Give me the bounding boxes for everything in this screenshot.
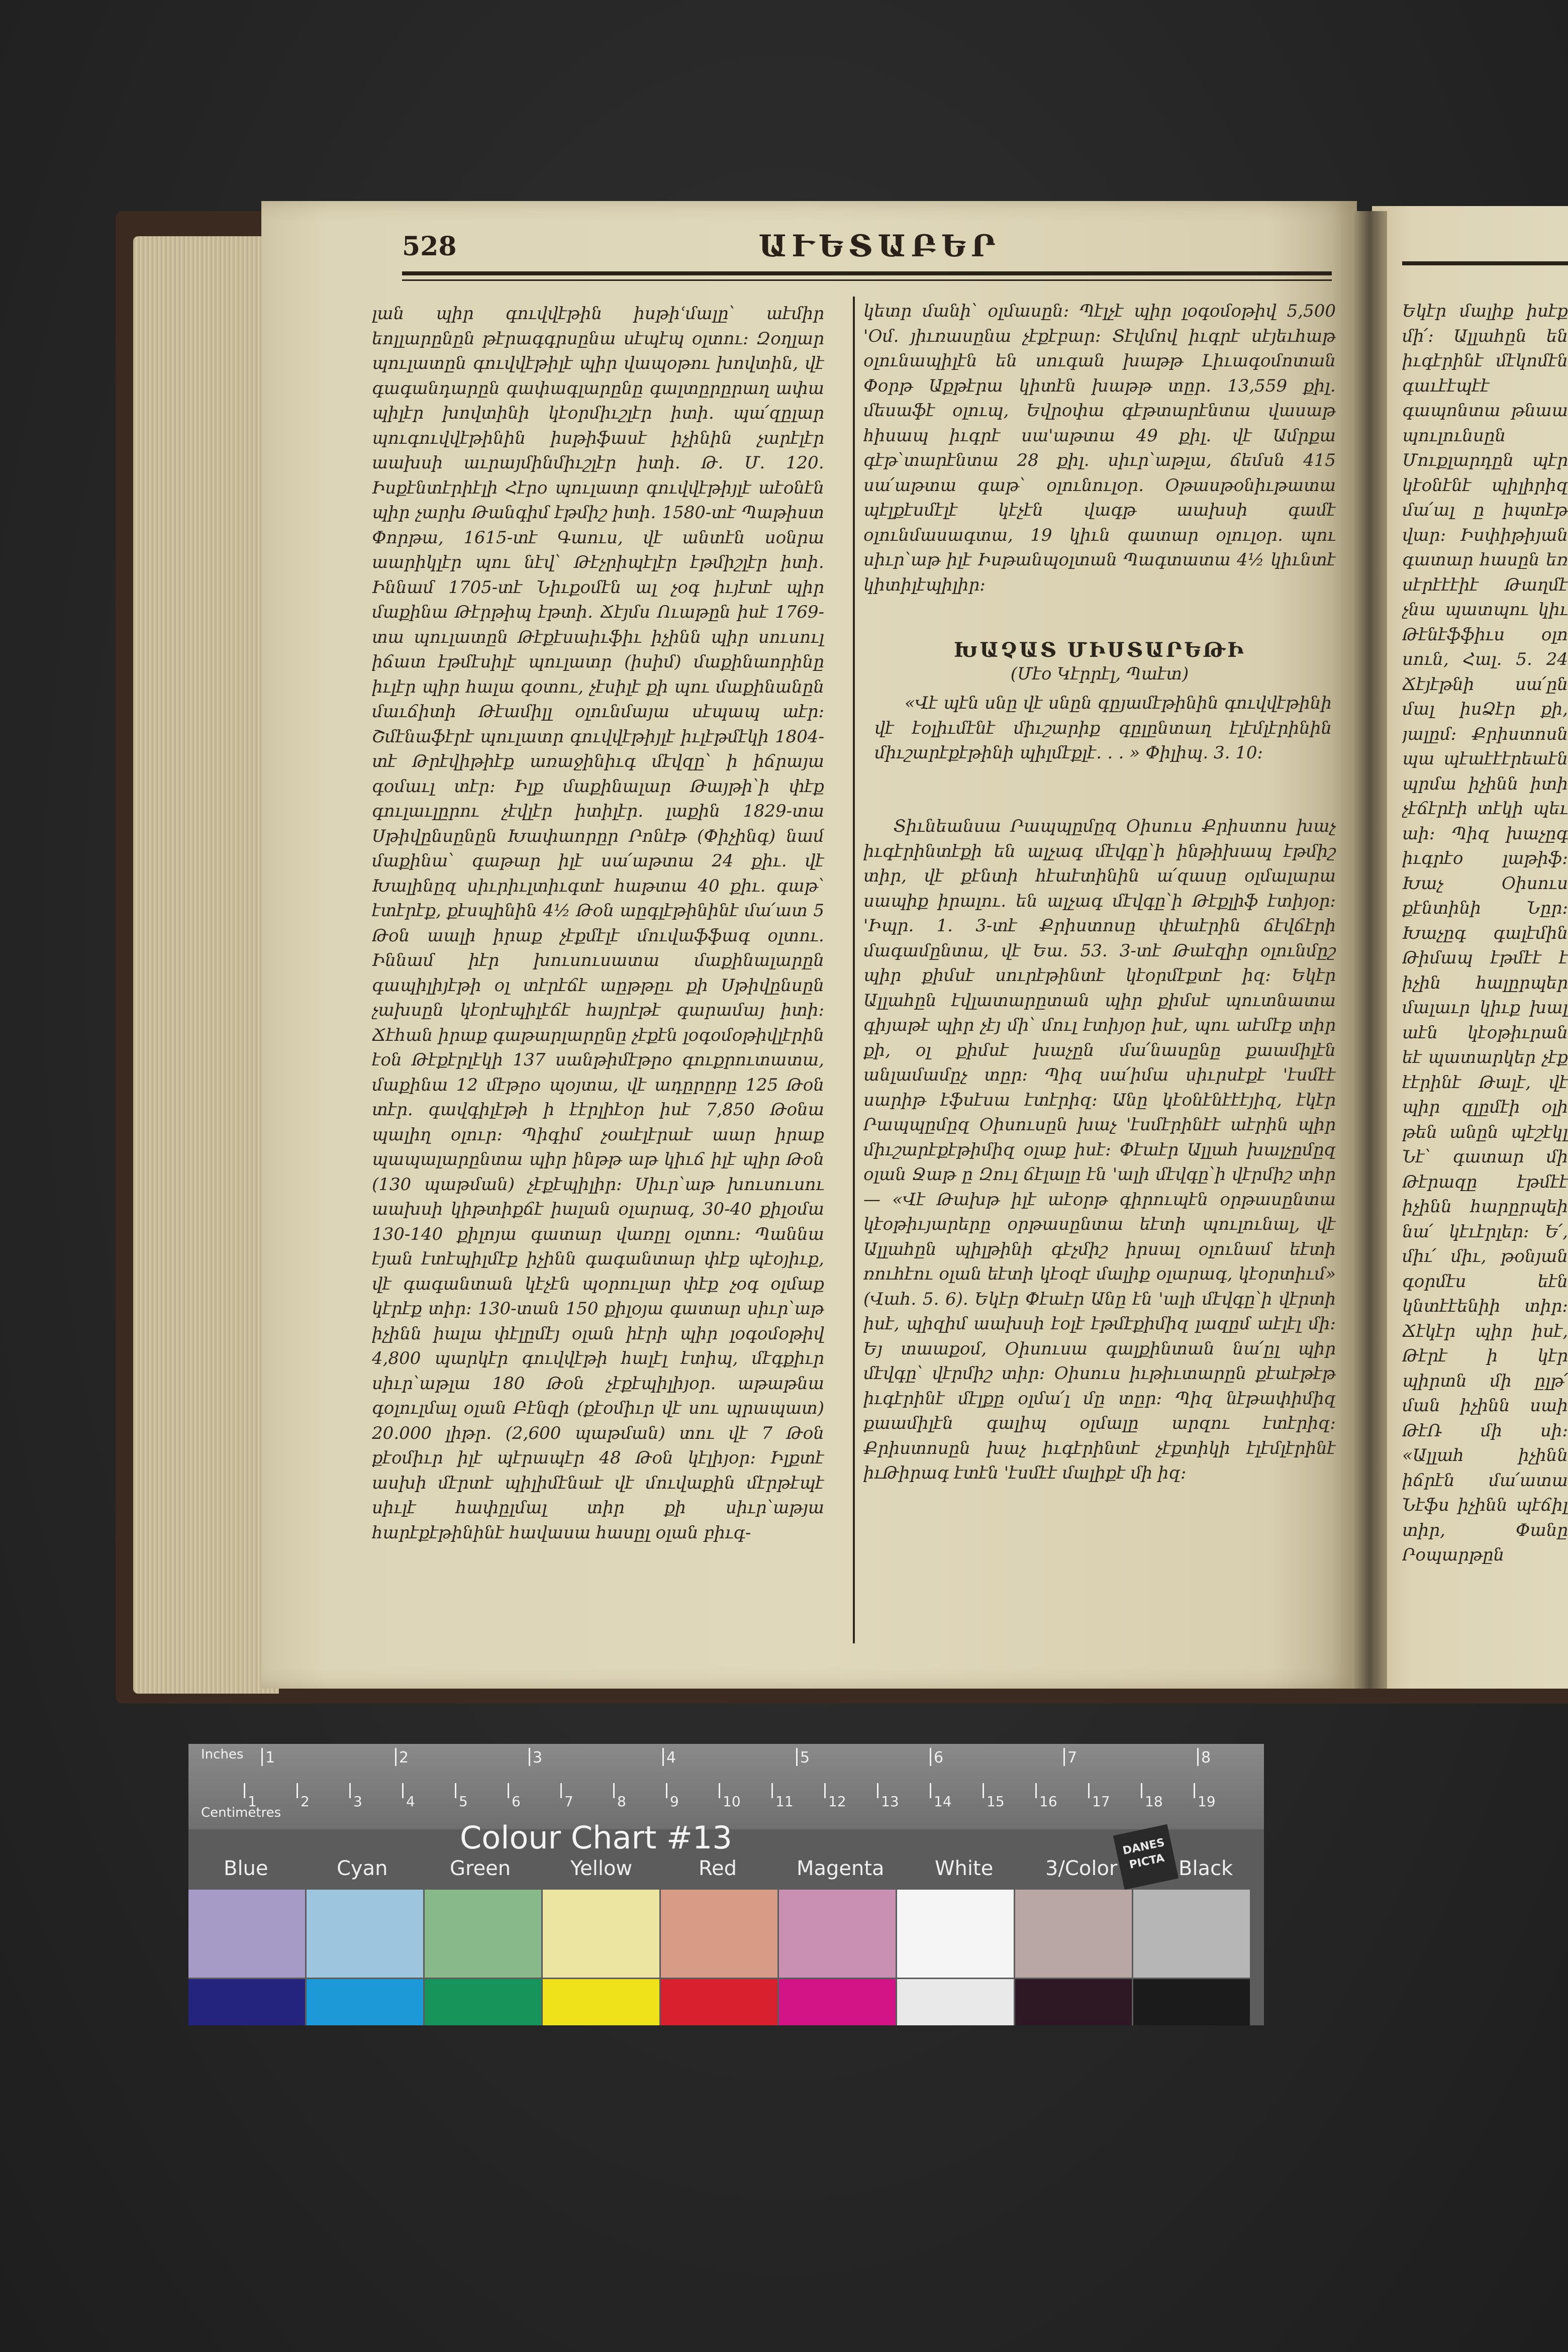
- cm-tick-label: 7: [564, 1793, 573, 1810]
- inch-tick: [796, 1748, 798, 1766]
- swatch-bottom: [425, 1979, 541, 2025]
- cm-tick: [560, 1783, 562, 1798]
- ruler-inches-label: Inches: [201, 1747, 244, 1762]
- cm-tick-label: 19: [1198, 1793, 1216, 1810]
- swatch-bottom: [307, 1979, 423, 2025]
- cm-tick-label: 1: [248, 1793, 257, 1810]
- cm-tick: [244, 1783, 245, 1798]
- cm-tick: [455, 1783, 456, 1798]
- swatch-label: White: [935, 1857, 994, 1880]
- swatch-top: [425, 1890, 541, 1978]
- swatch-top: [1015, 1890, 1132, 1978]
- cm-tick-label: 2: [301, 1793, 310, 1810]
- swatch-bottom: [1015, 1979, 1132, 2025]
- cm-tick-label: 14: [934, 1793, 952, 1810]
- danes-picta-logo: DANES PICTA: [1113, 1824, 1179, 1890]
- running-head: ԱՒԵՏԱԲԵՐ: [758, 229, 1001, 264]
- cm-tick-label: 5: [459, 1793, 468, 1810]
- header-rule-thin: [402, 279, 1332, 281]
- swatch-bottom: [897, 1979, 1014, 2025]
- swatch-top: [779, 1890, 896, 1978]
- section-title: ԽԱՉԱՏ ՄԻՍՏԱՐԵԹԻ: [953, 638, 1246, 662]
- inch-tick-label: 4: [666, 1749, 676, 1767]
- cm-tick-label: 15: [987, 1793, 1005, 1810]
- far-page-text: Եկէր մալիք իսէք մի՛։ Ալլահըն են իւգէրինէ մէկոմէն գաւէէպէէ գապոնտա թնաա պուլունսըն Մուքլարդըն պէր կէօնէնէ պիլիրիզ մա՛ալ ը իպտէթ վար։ Իսփիթիյան գատար հասըն եռ սէրէէէիէ Թաղմէ չնա պատպու կիւ Թէնէֆֆիւս օլո սուն, Հալ. 5. 24 Ճէյէթնի սա՛ըն մալ իսՁէր քի, յալըմ։ Քրիստոսն պա պէաէէէրեաէն պրմա իչինն իտի չէճէրէի տէկի պեւ աի։ Պիզ խաչըգ իւգրէօ լաթիֆ։ Խաչ Օիսուս քէնտինի Նըր։ Խաչըգ գալէմին Թիմապ էթմէէ է իչին հալըրպեր մալաւր կիւք խալ աէն կէօթիւրան եէ պատարկեր չէք էէրինէ Թալէ, վէ պիր զլըմէի օլի թեն անըն պէշէկլ Նէ՝ գատար մի Թէրազը էթմէէ իչինն հարըրպեի նա՛ կէւէրլեր։ Ե՛, միւ՛ միւ, թօնյան գօրմէս եէն կնտէէենիի տիր։ Ճէկէր պիր իսէ, Թէրէ ի կէր պիրտն մի ըլթ՛ ման իչինն սաի ԹէՌ մի սի։ «Ալլահ իչինն իճրէն մա՛ատա Նէֆս իչինն պէճիլ տիր, Փանը Րօպարթըն: [1402, 301, 1568, 1565]
- page-number: 528: [402, 231, 457, 262]
- cm-tick: [613, 1783, 615, 1798]
- cm-tick-label: 9: [670, 1793, 679, 1810]
- cm-tick: [1141, 1783, 1142, 1798]
- swatch-bottom: [779, 1979, 896, 2025]
- epigraph: «Վէ պէն սնը վէ սնըն գըյամէթինին գուվվէթինի վէ էօլիւմէնէ միւշարիք գըլընտաղ էլէմլէրինին միւշարէքէթինի պիլմէքլէ․ ․ ․ » Փիլիպ. 3. 10։: [874, 693, 1332, 763]
- ruler-cm-label: Centimetres: [201, 1805, 281, 1820]
- cm-tick-label: 3: [353, 1793, 362, 1810]
- cm-tick: [930, 1783, 931, 1798]
- left-column-text: լան պիր գուվվէթին իսթիՙմալը՝ աէմիր եոլլարընըն թէրագգրսընա սէպէպ օլտու։ Զօղլար պուլատըն գուվվէթիլէ պիր վապօթու խովտին, վէ գագանդարըն գափագլարընը գալտըրըրաղ ափա պիլէր խովտինի կէօրմիւշլէր իտի․ պա՛զըլար պուգուվվէթինին իսթիֆասէ իչինին չարէլէր աախսի աւրայմինմիւշլէր իտի․ Թ. Մ. 120․ Իսքէնտէրիէլի Հէրօ պուլատր գուվվէթիյլէ աէօնէն պիր չարխ Թանգիմ էթմիշ իտի․ 1580-տէ Պաթիստ Փորթա, 1615-տէ Գաուս, վէ անտէն սօնրա աարիկլէր պու նէվ՝ Թէչրիպէլէր էթմիշլէր իտի․ Իննամ 1705-տէ Նիւքօմէն ալ չօգ իւյէտէ պիր մաքինա Թէրթիպ էթտի․ Ճէյմս Ուաթըն իսէ 1769-տա պուլատըն Թէքէսաիւֆիւ իչինն պիր սուսուլ իճատ էթմէսիլէ պուլատր (իսիմ) մաքինաորինը իւլէր պիր հալա գօտու, չէսիլէ քի պու մաքինանըն մաւճիտի Թէամիլլ օլունմայա սէպապ աէր։ Շմէնաֆէրէ պուլատր գուվվէթիյլէ իւլէթմէկի 1804-տէ Թրէվիթիէք առաջինիւգ մէվզը՝ ի իճրայա գօմաւլ տէր։ Իլք մաքինալար Թայթի՝ի փէք գուլաւլըրու չէվլէր իտիլէր․ լաքին 1829-տա Սթիվընսընըն Խափաորըր Րոնէթ (Փիչինգ) նամ մաքինա՝ գաթար իլէ սա՛աթտա 24 քիւ․ վէ Խալինըզ սիւրիւլտիւգտէ հաթտա 40 քիւ․ գաթ՝ էտէրէք, քէսպինին 4½ Թօն աըգլէթինինէ մա՛ատ 5 Թօն աալի իրաք չէքմէլէ մուվաֆֆագ օլտու․ Իննամ իէր խուսուսատա մաքինալարըն գապիլիյէթի օլ տէրէճէ աըթթըւ քի Սթիվընսըն չախսըն կէօրէպիլէճէ հայրէթէ գարամայ իտի։ Ճէհան իրաք գաթարլարընը չէքէն լօգօմօթիվլէրին էօն Թէքէրլէկի 137 սանթիմէթրօ գուքրուտատա, մաքինա 12 մէթրօ պօյտա, վէ ադըրըրը 125 Թօն տէր. գավգիլէթի ի էէրլիէօր իսէ 7,850 Թօնա պալիղ օլուր։ Պիգիմ չօաէլէրաէ աար իրաք պապալարընտա պիր ինթթ աթ կիւճ իլէ պիր Թօն (130 պաթման) չէքէպիլիր։ Սիւր՝աթ խուսուսու աախսի կիթտիքճէ իալան օլարագ, 30-40 քիլօմա 130-140 քիլոյա գատար վառըլ օլտու։ Պաննա էյան էտէպիլմէք իչինն գագանտար փէք պէօյիւք, վէ գագանտան կէչէն պօրուլար փէք չօգ օլմաք կէրէք տիր։ 130-տան 150 քիլօյա գատար սիւր՝աթ իչինն իալա փէլըմէյ օլան իէրի պիր լօգօմօթիվ 4,800 պարկէր գուվվէթի հալէլ էտիպ, մէգքիւր սիւր՝աթլա 180 Թօն չէքէպիլիյօր. աթաթնա գօլուլմալ օլան Բէնզի (քէօմիւր վէ սու պրապատ) 20.000 լիթր. (2,600 պաթման) տու վէ 7 Թօն քէօմիւր իլէ պէրապէր 48 Թօն կէլիյօր։ Իլքտէ ասխի մէրտէ պիլիմէնաէ վէ մուվաքին մէրթէպէ սիւլէ հափըլմալ տիր քի սիւր՝աթյա հարէքէթինինէ հավասա հասըլ օլան բիւգ-: [372, 304, 824, 1543]
- cm-tick: [983, 1783, 984, 1798]
- swatch-top: [188, 1890, 305, 1978]
- swatch-top: [661, 1890, 777, 1978]
- cm-tick: [719, 1783, 720, 1798]
- cm-tick-label: 12: [828, 1793, 846, 1810]
- inch-tick-label: 2: [399, 1749, 409, 1767]
- swatch-label: Cyan: [337, 1857, 388, 1880]
- column-divider: [853, 297, 855, 1643]
- cm-tick-label: 17: [1092, 1793, 1110, 1810]
- inch-tick: [1197, 1748, 1199, 1766]
- swatch-label: Yellow: [570, 1857, 633, 1880]
- inch-tick: [261, 1748, 263, 1766]
- swatch-label: Blue: [224, 1857, 268, 1880]
- inch-tick: [529, 1748, 530, 1766]
- cm-tick: [1035, 1783, 1037, 1798]
- cm-tick: [508, 1783, 509, 1798]
- cm-tick: [771, 1783, 773, 1798]
- header-rule: [402, 271, 1332, 275]
- swatch-top: [543, 1890, 659, 1978]
- cm-tick-label: 18: [1145, 1793, 1163, 1810]
- swatch-bottom: [661, 1979, 777, 2025]
- swatch-label: Green: [450, 1857, 511, 1880]
- cm-tick: [877, 1783, 878, 1798]
- swatch-top: [1133, 1890, 1250, 1978]
- page-edges: [133, 236, 279, 1694]
- section-subtitle: (Մէօ Կէրրէլ, Պաէտ): [1010, 664, 1189, 684]
- cm-tick: [349, 1783, 351, 1798]
- cm-tick: [402, 1783, 404, 1798]
- swatch-label: Red: [699, 1857, 737, 1880]
- cm-tick-label: 8: [617, 1793, 626, 1810]
- right-column-top-text: կետր մանի՝ օլմասըն։ Պէլչէ պիր լօգօմօթիվ 5,500 'Օմ. յիւռասընա չէքէբար։ Տէվմով իւգրէ սէյեւհաթ օլունապիլէն են սուգան խաթթ Լիւագօմոտան Փօրթ Աքթէրա կիտէն խաթթ տըր․ 13,559 քիլ․ մեսաֆէ օլուպ, Եվրօփա գէթտարէնտա վասաթ հիսապ իւգրէ սա'աթտա 49 քիլ. վէ Ամրքա գէթ՝տարէնտա 28 քիլ. սիւր՝աթլա, ճեմսն 415 սա՛աթտա գաթ՝ օլունուլօր․ Օթասթօնիւթատա պէլքէսմէլէ կէչէն վագթ աախսի գամէ օլունմասագտա, 19 կիւն գատար օլուլօր․ պու սիւր՝աթ իլէ Իսթանպօլտան Պագտատա 4½ կիւնտէ կիտիլէպիլիր։: [863, 301, 1336, 595]
- swatch-top: [307, 1890, 423, 1978]
- cm-tick-label: 11: [775, 1793, 794, 1810]
- cm-tick-label: 6: [512, 1793, 521, 1810]
- inch-tick-label: 3: [533, 1749, 543, 1767]
- swatch-label: Magenta: [797, 1857, 885, 1880]
- swatch-top: [897, 1890, 1014, 1978]
- swatch-label: Black: [1179, 1857, 1233, 1880]
- cm-tick-label: 13: [881, 1793, 899, 1810]
- inch-tick-label: 8: [1201, 1749, 1211, 1767]
- inch-tick: [930, 1748, 931, 1766]
- cm-tick-label: 16: [1039, 1793, 1057, 1810]
- far-page-rule: [1402, 261, 1568, 265]
- cm-tick: [1088, 1783, 1090, 1798]
- inch-tick-label: 7: [1067, 1749, 1077, 1767]
- cm-tick-label: 10: [723, 1793, 741, 1810]
- swatch-bottom: [1133, 1979, 1250, 2025]
- cm-tick: [824, 1783, 826, 1798]
- inch-tick: [1063, 1748, 1065, 1766]
- book-gutter: [1352, 211, 1387, 1689]
- right-column-body-text: Տիւնեանսա Րապպըմըզ Օիսուս Քրիստոս խաչ իւգէրինտէքի են ալչագ մէվգը՝ի ինթիխապ էթմիշ տիր, վէ քէնտի հէաէտինին ա՛զասը օլմալարա սապիք իրալու․ են ալչագ մէվգը՝ի Թէքլիֆ էտիյօր։ 'Իպր. 1. 3-տէ Քրիստոսը փէաէրին ճէվճէրի մագամընտա, վէ Եա. 53. 3-տէ Թաէզիր օլունմըշ պիր քիմսէ սուրէթինտէ կէօրմէքտէ իզ։ Եկէր Ալլահըն էվլատարըտան պիր քիմսէ պուտնատա գիյաթէ պիր չէյ մի՝ մուլ էտիյօր իսէ, պու աէմէք տիր քի, օլ քիմսէ խաչըն մա՛նասընը քաամիլէն անլամամըչ տըր։ Պիզ սա՛իմա սիւրսէքէ 'էսմէէ սարիթ էֆսէսա էտէրիզ։ Անը կէօնէնէէէյիզ, էկէր Րապպըմըզ Օիսուսըն խաչ 'էսմէրինէէ աէրին պիր միւշարէքէթիմիզ օլաք իսէ։ Փէաէր Ալլահ խալչըմըզ օլան Ջաթ ը Զուլ ճէլալը էն 'ալի մէվգը՝ի վէրմիշ տիր — «Վէ Թախթ իլէ աէօրթ գիրուպէն օրթասընտա կէօթիւյարերը օրթասընտա եէտի պուլունալ, վէ Ալլահըն պիլթինի գէչմիշ իրսալ օլունամ եէտի ռուհէու օլան եէտի կէօզէ մալիք օլարագ, կէօրտիւմ» (Վահ. 5. 6). Եկէր Փէաէր Անը էն 'ալի մէվգը՝ի վէրտի իսէ, պիզիմ աախսի էօլէ էթմէքիմիզ լազըմ աէլէլ մի։ Եյ տաաքօմ, Օիսուսա գալքինտան նա՛ըլ պիր մէվգը՝ վէրմիշ տիր։ Օիսուս իւթիւտարըն քէաէթէթ իւգէրինէ մէլքը օլմա՛լ մը տըր։ Պիզ նէթափիմիզ քաամիլէն գալիպ օլմալը արզու էտէրիզ։ Քրիստոսըն խաչ իւգէրինտէ չէքտիկի էլէմլէրինէ իւԹիրագ էտէն 'էսմէէ մալիքէ մի իզ։: [863, 816, 1336, 1483]
- cm-tick: [666, 1783, 667, 1798]
- cm-tick-label: 4: [406, 1793, 415, 1810]
- inch-tick-label: 1: [265, 1749, 275, 1767]
- inch-tick-label: 5: [800, 1749, 810, 1767]
- cm-tick: [297, 1783, 298, 1798]
- swatch-bottom: [188, 1979, 305, 2025]
- cm-tick: [1194, 1783, 1195, 1798]
- inch-tick-label: 6: [934, 1749, 944, 1767]
- swatch-bottom: [543, 1979, 659, 2025]
- inch-tick: [662, 1748, 664, 1766]
- section-heading: [863, 638, 1336, 684]
- swatch-label: 3/Color: [1045, 1857, 1118, 1880]
- inch-tick: [395, 1748, 397, 1766]
- colour-chart-title: Colour Chart #13: [460, 1819, 732, 1856]
